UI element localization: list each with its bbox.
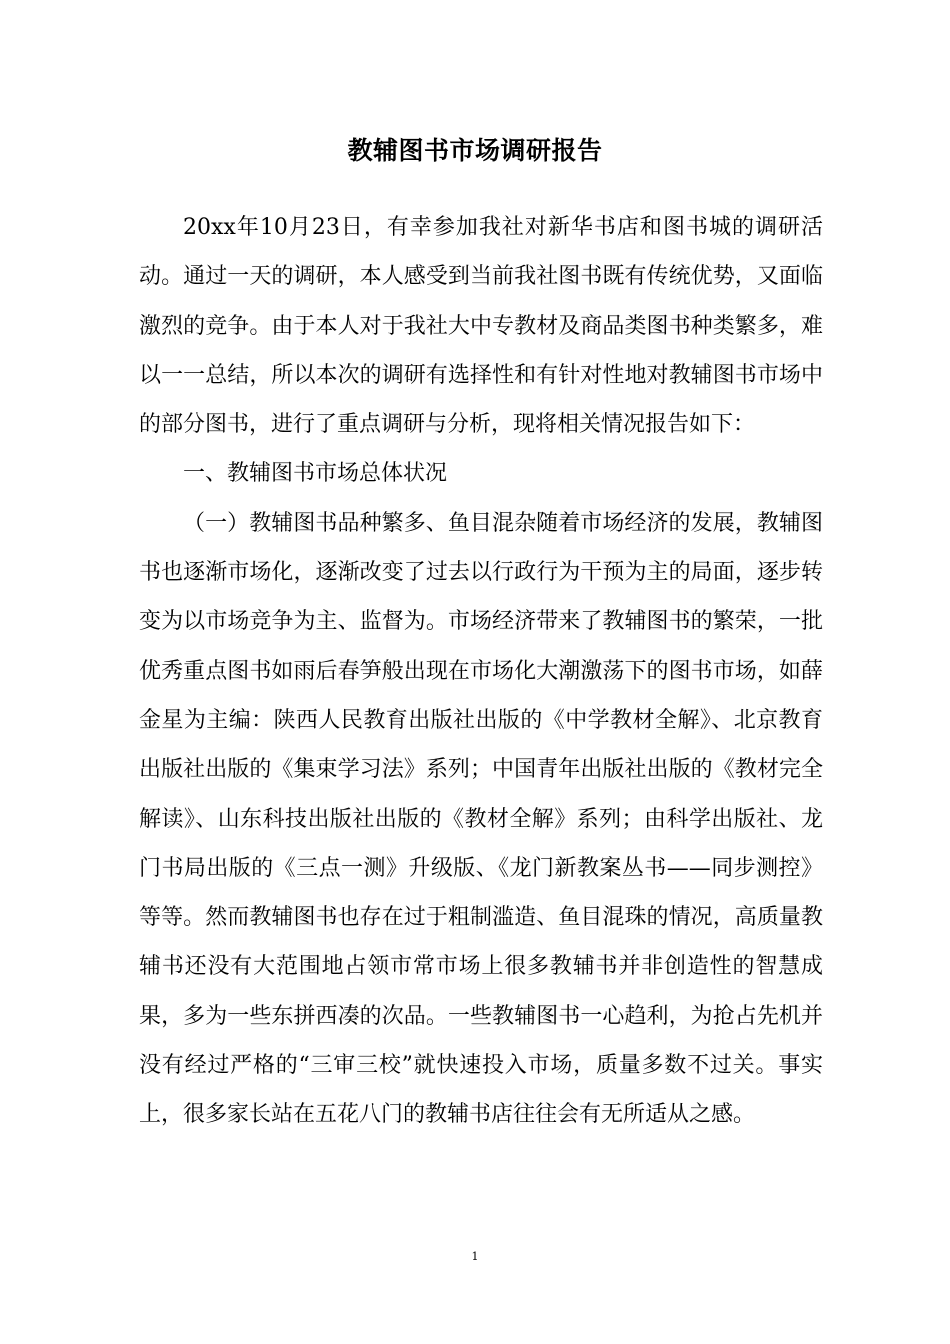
document-title: 教辅图书市场调研报告: [347, 136, 603, 165]
paragraph-intro: 20xx年10月23日，有幸参加我社对新华书店和图书城的调研活动。通过一天的调研，本人感受到当前我社图书既有传统优势，又面临激烈的竞争。由于本人对于我社大中专教材及商品类图书种类繁多，难以一一总结，所以本次的调研有选择性和有针对性地对教辅图书市场中的部分图书，进行了重点调研与分析，现将相关情况报告如下：: [139, 215, 823, 438]
section-heading-1: 一、教辅图书市场总体状况: [183, 461, 448, 487]
paragraph-section-1-1: （一）教辅图书品种繁多、鱼目混杂随着市场经济的发展，教辅图书也逐渐市场化，逐渐改变了过去以行政行为干预为主的局面，逐步转变为以市场竞争为主、监督为。市场经济带来了教辅图书的繁荣，一批优秀重点图书如雨后春笋般出现在市场化大潮激荡下的图书市场，如薛金星为主编：陕西人民教育出版社出版的《中学教材全解》、北京教育出版社出版的《集束学习法》系列；中国青年出版社出版的《教材完全解读》、山东科技出版社出版的《教材全解》系列；由科学出版社、龙门书局出版的《三点一测》升级版、《龙门新教案丛书——同步测控》等等。然而教辅图书也存在过于粗制滥造、鱼目混珠的情况，高质量教辅书还没有大范围地占领市常市场上很多教辅书并非创造性的智慧成果，多为一些东拼西凑的次品。一些教辅图书一心趋利，为抢占先机并没有经过严格的“三审三校”就快速投入市场，质量多数不过关。事实上，很多家长站在五花八门的教辅书店往往会有无所适从之感。: [139, 510, 823, 1128]
document-body: [139, 203, 823, 1140]
page-number: 1: [471, 1250, 479, 1263]
